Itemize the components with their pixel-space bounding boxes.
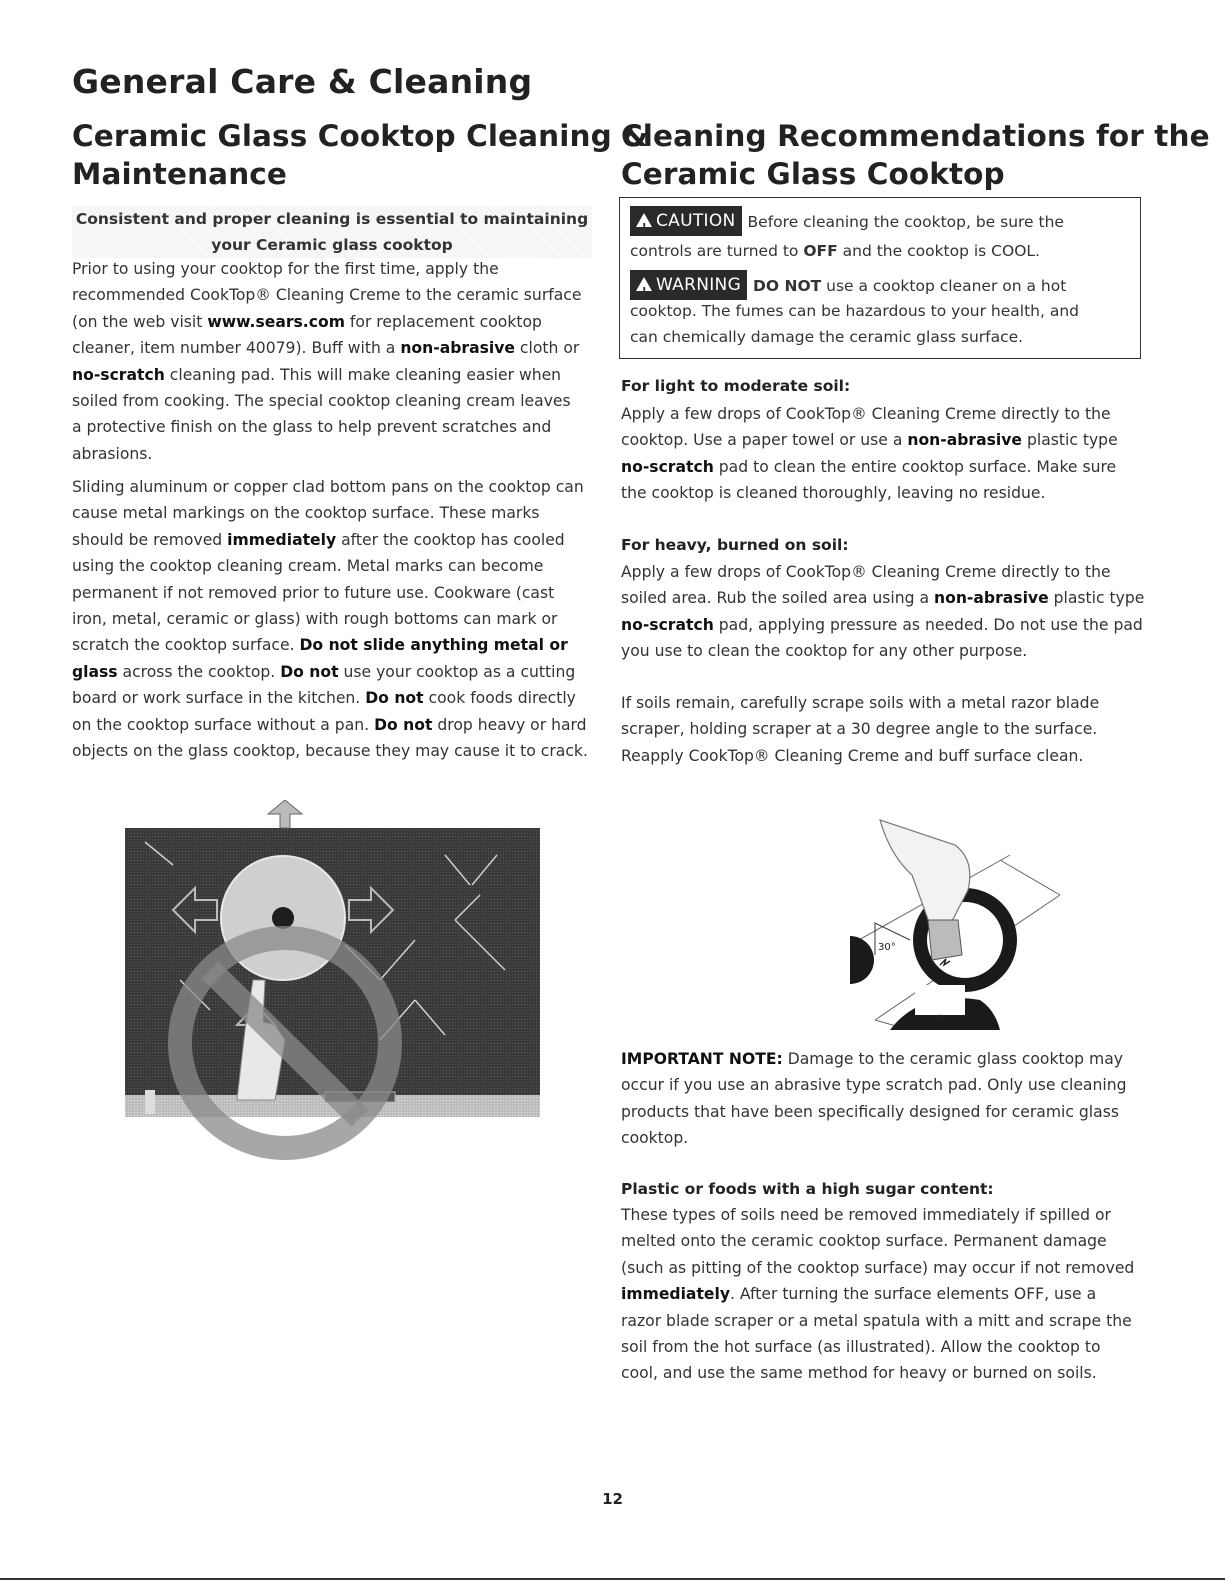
text-run: cook foods directly on the cooktop surface without a pan.: [72, 689, 576, 734]
pan-center: [272, 907, 294, 929]
text-run: drop heavy or hard objects on the glass cooktop, because they may cause it to crack.: [72, 715, 588, 761]
caution-text: Before cleaning the cooktop, be sure the: [747, 213, 1064, 231]
no-sliding-illustration: [125, 800, 545, 1160]
intro-paragraph: [72, 256, 582, 467]
emphasis: immediately: [227, 530, 337, 549]
burner-small: [850, 936, 874, 984]
safety-notice-box: [619, 197, 1141, 359]
light-soil-heading: For light to moderate soil:: [621, 377, 851, 395]
left-subheading-line2: your Ceramic glass cooktop: [211, 236, 453, 254]
control-icon: [145, 1090, 155, 1114]
right-section-title-line2: Ceramic Glass Cooktop: [621, 157, 1005, 191]
text-run: Prior to using your cooktop for the first time, apply the recommended CookTop® Cleaning Creme to the ceramic surface (on the web visit: [72, 260, 582, 331]
left-section-title-line2: Maintenance: [72, 157, 287, 191]
page-number: 12: [602, 1490, 623, 1508]
scraper-illustration: [850, 815, 1070, 1030]
important-note: IMPORTANT NOTE: Damage to the ceramic glass cooktop may occur if you use an abrasive type scratch pad. Only use cleaning products that have been specifically designed for ceramic glass cooktop.: [621, 1050, 1127, 1148]
text-run: cleaning pad. This will make cleaning easier when soiled from cooking. The special cooktop cleaning cream leaves a protective finish on the glass to help prevent scratches and abrasions.: [72, 365, 571, 463]
sugar-paragraph: These types of soils need be removed immediately if spilled or melted onto the ceramic cooktop surface. Permanent damage (such as pitting of the cooktop surface) may occur if not removed immediately. After turning the surface elements OFF, use a razor blade scraper or a metal spatula with a mitt and scrape the soil from the hot surface (as illustrated). Allow the cooktop to cool, and use the same method for heavy or burned on soils.: [621, 1206, 1135, 1383]
warning-line3: can chemically damage the ceramic glass surface.: [630, 328, 1024, 346]
mitt-icon: [880, 820, 970, 925]
text-run: cloth or: [514, 339, 580, 358]
angle-label: 30°: [878, 942, 896, 953]
page-title: General Care & Cleaning: [72, 62, 533, 101]
warning-badge: ! WARNING: [630, 270, 747, 300]
sears-link: www.sears.com: [207, 312, 345, 331]
light-soil-paragraph: Apply a few drops of CookTop® Cleaning Creme directly to the cooktop. Use a paper towel or use a non-abrasive plastic type no-scratch pad to clean the entire cooktop surface. Make sure the cooktop is cleaned thoroughly, leaving no residue.: [621, 405, 1118, 503]
sugar-heading: Plastic or foods with a high sugar content:: [621, 1180, 994, 1198]
caution-line1: [630, 206, 1064, 236]
emphasis: Do not: [374, 715, 433, 734]
metal-marks-paragraph: [72, 474, 592, 764]
warning-triangle-icon: !: [636, 213, 652, 227]
arrow-up-icon: [268, 800, 302, 828]
emphasis: no-scratch: [72, 365, 165, 384]
emphasis: Do not: [365, 689, 424, 708]
caution-badge: ! CAUTION: [630, 206, 742, 236]
text-run: use your cooktop as a cutting board or work surface in the kitchen.: [72, 662, 576, 708]
warning-line2: cooktop. The fumes can be hazardous to your health, and: [630, 302, 1080, 320]
right-section-title-line1: Cleaning Recommendations for the: [621, 119, 1210, 153]
heavy-soil-paragraph: Apply a few drops of CookTop® Cleaning Creme directly to the soiled area. Rub the soiled area using a non-abrasive plastic type no-scratch pad, applying pressure as needed. Do not use the pad you use to clean the cooktop for any other purpose.: [621, 563, 1145, 661]
text-run: Sliding aluminum or copper clad bottom pans on the cooktop can cause metal markings on the cooktop surface. These marks should be removed: [72, 478, 584, 549]
heavy-soil-heading: For heavy, burned on soil:: [621, 536, 849, 554]
off-emphasis: OFF: [803, 242, 838, 260]
text-run: for replacement cooktop cleaner, item number 40079). Buff with a: [72, 312, 542, 358]
scraper-icon: [928, 920, 962, 960]
emphasis: non-abrasive: [400, 339, 515, 358]
text-run: after the cooktop has cooled using the cooktop cleaning cream. Metal marks can become permanent if not removed prior to future use. Cookware (cast iron, metal, ceramic or glass) with rough bottoms can mark or scratch the cooktop surface.: [72, 530, 565, 655]
do-not-emphasis: DO NOT: [753, 277, 822, 295]
text-run: across the cooktop.: [117, 662, 281, 681]
warning-line1: ! WARNING DO NOT use a cooktop cleaner on a hot: [630, 270, 1066, 300]
bottom-rule: [0, 1578, 1225, 1580]
left-subheading-line1: Consistent and proper cleaning is essential to maintaining: [75, 210, 589, 228]
left-section-title-line1: Ceramic Glass Cooktop Cleaning &: [72, 119, 649, 153]
caution-line2: controls are turned to OFF and the cooktop is COOL.: [630, 242, 1040, 260]
scrape-paragraph: If soils remain, carefully scrape soils with a metal razor blade scraper, holding scraper at a 30 degree angle to the surface. Reapply CookTop® Cleaning Creme and buff surface clean.: [621, 694, 1100, 765]
emphasis: Do not: [280, 662, 339, 681]
warning-triangle-icon: !: [636, 277, 652, 291]
emphasis: Do not slide anything metal or glass: [72, 636, 568, 681]
left-subheading: [72, 206, 592, 258]
